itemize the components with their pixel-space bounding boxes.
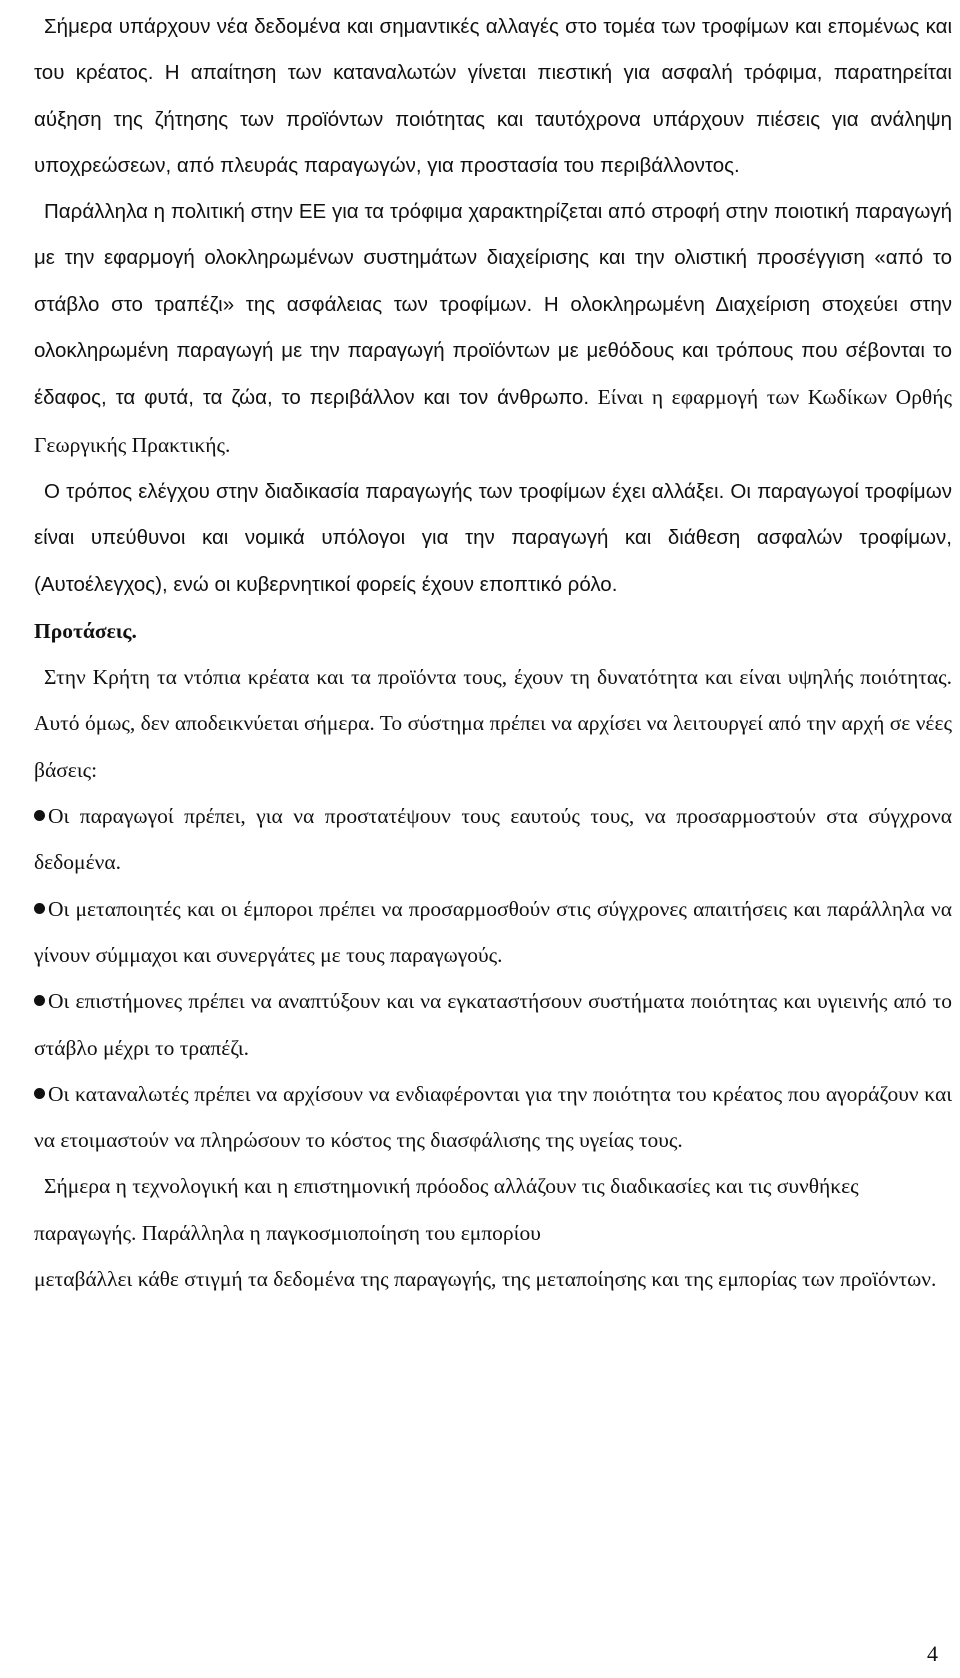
paragraph-intro	[34, 4, 952, 189]
bullet-text: Οι επιστήμονες πρέπει να αναπτύξουν και να εγκαταστήσουν συστήματα ποιότητας και υγιεινής από το στάβλο μέχρι το τραπέζι.	[34, 989, 952, 1060]
bullet-item-processors	[34, 886, 952, 979]
bullet-dot-icon	[34, 810, 45, 821]
paragraph-eu-policy-text: Παράλληλα η πολιτική στην ΕΕ για τα τρόφιμα χαρακτηρίζεται από στροφή στην ποιοτική παραγωγή με την εφαρμογή ολοκληρωμένων συστημάτων διαχείρισης και την ολιστική προσέγγιση «από το στάβλο στο τραπέζι» της ασφάλειας των τροφίμων. Η ολοκληρωμένη Διαχείριση στοχεύει στην ολοκληρωμένη παραγωγή με την παραγωγή προϊόντων με μεθόδους και τρόπους που σέβονται το έδαφος, τα φυτά, τα ζώα, το περιβάλλον και τον άνθρωπο.	[34, 200, 952, 410]
bullet-text: Οι παραγωγοί πρέπει, για να προστατέψουν τους εαυτούς τους, να προσαρμοστούν στα σύγχρονα δεδομένα.	[34, 804, 952, 875]
paragraph-technology-text: Σήμερα η τεχνολογική και η επιστημονική πρόοδος αλλάζουν τις διαδικασίες και τις συνθήκες παραγωγής. Παράλληλα η παγκοσμιοποίηση του εμπορίου	[34, 1174, 859, 1245]
bullet-item-producers	[34, 793, 952, 886]
paragraph-control-text: Ο τρόπος ελέγχου στην διαδικασία παραγωγής των τροφίμων έχει αλλάξει. Οι παραγωγοί τροφίμων είναι υπεύθυνοι και νομικά υπόλογοι για την παραγωγή και διάθεση ασφαλών τροφίμων, (Αυτοέλεγχος), ενώ οι κυβερνητικοί φορείς έχουν εποπτικό ρόλο.	[34, 479, 952, 596]
paragraph-globalization	[34, 1256, 952, 1302]
page-number: 4	[927, 1641, 938, 1666]
section-heading: Προτάσεις.	[34, 618, 137, 643]
bullet-dot-icon	[34, 903, 45, 914]
paragraph-eu-policy-end: Είναι η εφαρμογή των Κωδίκων Ορθής Γεωργικής Πρακτικής.	[34, 385, 952, 457]
paragraph-crete-text: Στην Κρήτη τα ντόπια κρέατα και τα προϊόντα τους, έχουν τη δυνατότητα και είναι υψηλής ποιότητας. Αυτό όμως, δεν αποδεικνύεται σήμερα. Το σύστημα πρέπει να αρχίσει να λειτουργεί από την αρχή σε νέες βάσεις:	[34, 665, 952, 782]
document-page	[34, 4, 952, 1302]
bullet-item-consumers	[34, 1071, 952, 1164]
paragraph-crete	[34, 654, 952, 793]
paragraph-intro-text: Σήμερα υπάρχουν νέα δεδομένα και σημαντικές αλλαγές στο τομέα των τροφίμων και επομένως και του κρέατος. Η απαίτηση των καταναλωτών γίνεται πιεστική για ασφαλή τρόφιμα, παρατηρείται αύξηση της ζήτησης των προϊόντων ποιότητας και ταυτόχρονα υπάρχουν πιέσεις για ανάληψη υποχρεώσεων, από πλευράς παραγωγών, για προστασία του περιβάλλοντος.	[34, 15, 952, 177]
paragraph-control	[34, 469, 952, 608]
bullet-dot-icon	[34, 1088, 45, 1099]
bullet-item-scientists	[34, 978, 952, 1071]
bullet-text: Οι καταναλωτές πρέπει να αρχίσουν να ενδιαφέρονται για την ποιότητα του κρέατος που αγοράζουν και να ετοιμαστούν να πληρώσουν το κόστος της διασφάλισης της υγείας τους.	[34, 1081, 952, 1153]
bullet-text: Οι μεταποιητές και οι έμποροι πρέπει να προσαρμοσθούν στις σύγχρονες απαιτήσεις και παράλληλα να γίνουν σύμμαχοι και συνεργάτες με τους παραγωγούς.	[34, 896, 952, 967]
paragraph-globalization-text: μεταβάλλει κάθε στιγμή τα δεδομένα της παραγωγής, της μεταποίησης και της εμπορίας των προϊόντων.	[34, 1267, 937, 1292]
paragraph-eu-policy	[34, 189, 952, 469]
bullet-dot-icon	[34, 995, 45, 1006]
paragraph-technology	[34, 1163, 952, 1256]
